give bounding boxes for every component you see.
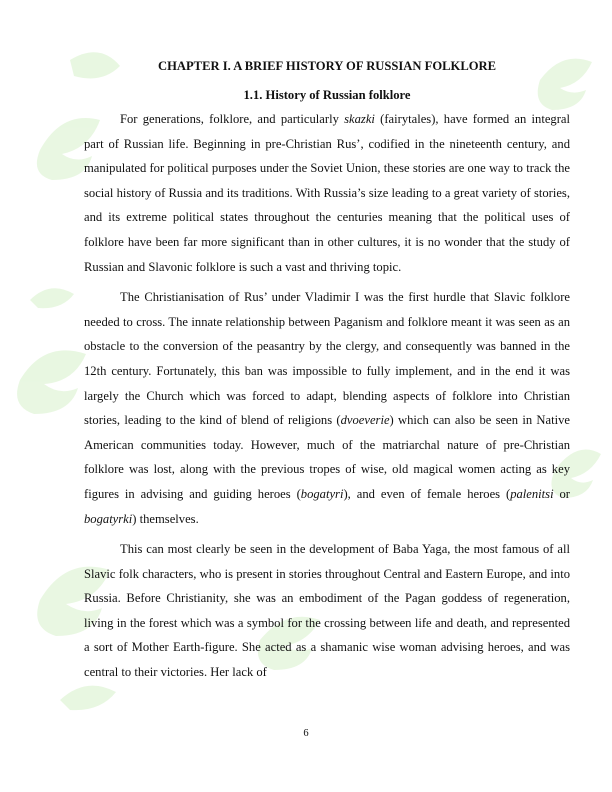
page-content <box>84 54 570 685</box>
italic-term: palenitsi <box>510 486 554 501</box>
text-run: The Christianisation of Rus’ under Vladimir I was the first hurdle that Slavic folklore needed to cross. The innate relationship between Paganism and folklore meant it was seen as an obstacle to the conversion of the peasantry by the clergy, and consequently was banned in the 12th century. Fortunately, this ban was impossible to fully implement, and in the end it was largely the Church which was forced to adapt, blending aspects of folklore into Christian stories, leading to the kind of blend of religions ( <box>84 290 570 428</box>
text-run: ) themselves. <box>132 511 199 526</box>
chapter-title: CHAPTER I. A BRIEF HISTORY OF RUSSIAN FOLKLORE <box>157 59 497 73</box>
text-run: For generations, folklore, and particularly <box>120 112 345 126</box>
italic-term: skazki <box>344 112 375 126</box>
text-run: ) which can also be seen in Native American communities today. However, much of the matriarchal nature of pre-Christian folklore was lost, along with the previous tropes of wise, old magical women acting as key figures in advising and guiding heroes ( <box>84 413 571 501</box>
italic-term: bogatyri <box>300 486 344 501</box>
section-title: 1.1. History of Russian folklore <box>243 88 411 102</box>
body-text <box>84 107 570 685</box>
body-paragraph <box>84 285 570 531</box>
page-number: 6 <box>303 728 309 739</box>
text-run: or <box>553 486 571 501</box>
italic-term: bogatyrki <box>84 511 133 526</box>
italic-term: dvoeverie <box>340 413 390 428</box>
text-run: This can most clearly be seen in the development of Baba Yaga, the most famous of all Slavic folk characters, who is present in stories throughout Central and Eastern Europe, and into Russia. Before Christianity, she was an embodiment of the Pagan goddess of regeneration, living in the forest which was a symbol for the crossing between life and death, and represented a sort of Mother Earth-figure. She acted as a shamanic wise woman advising heroes, and was central to their victories. Her lack of <box>84 542 570 680</box>
body-paragraph <box>84 537 570 685</box>
text-run: (fairytales), have formed an integral part of Russian life. Beginning in pre-Christian Rus’, codified in the nineteenth century, and manipulated for political purposes under the Soviet Union, these stories are one way to track the social history of Russia and its traditions. With Russia’s size leading to a great variety of stories, and its extreme political states throughout the centuries meaning that the political uses of folklore have been far more significant than in other cultures, it is no wonder that the study of Russian and Slavonic folklore is such a vast and thriving topic. <box>84 112 570 274</box>
body-paragraph <box>84 107 570 279</box>
text-run: ), and even of female heroes ( <box>343 486 511 501</box>
